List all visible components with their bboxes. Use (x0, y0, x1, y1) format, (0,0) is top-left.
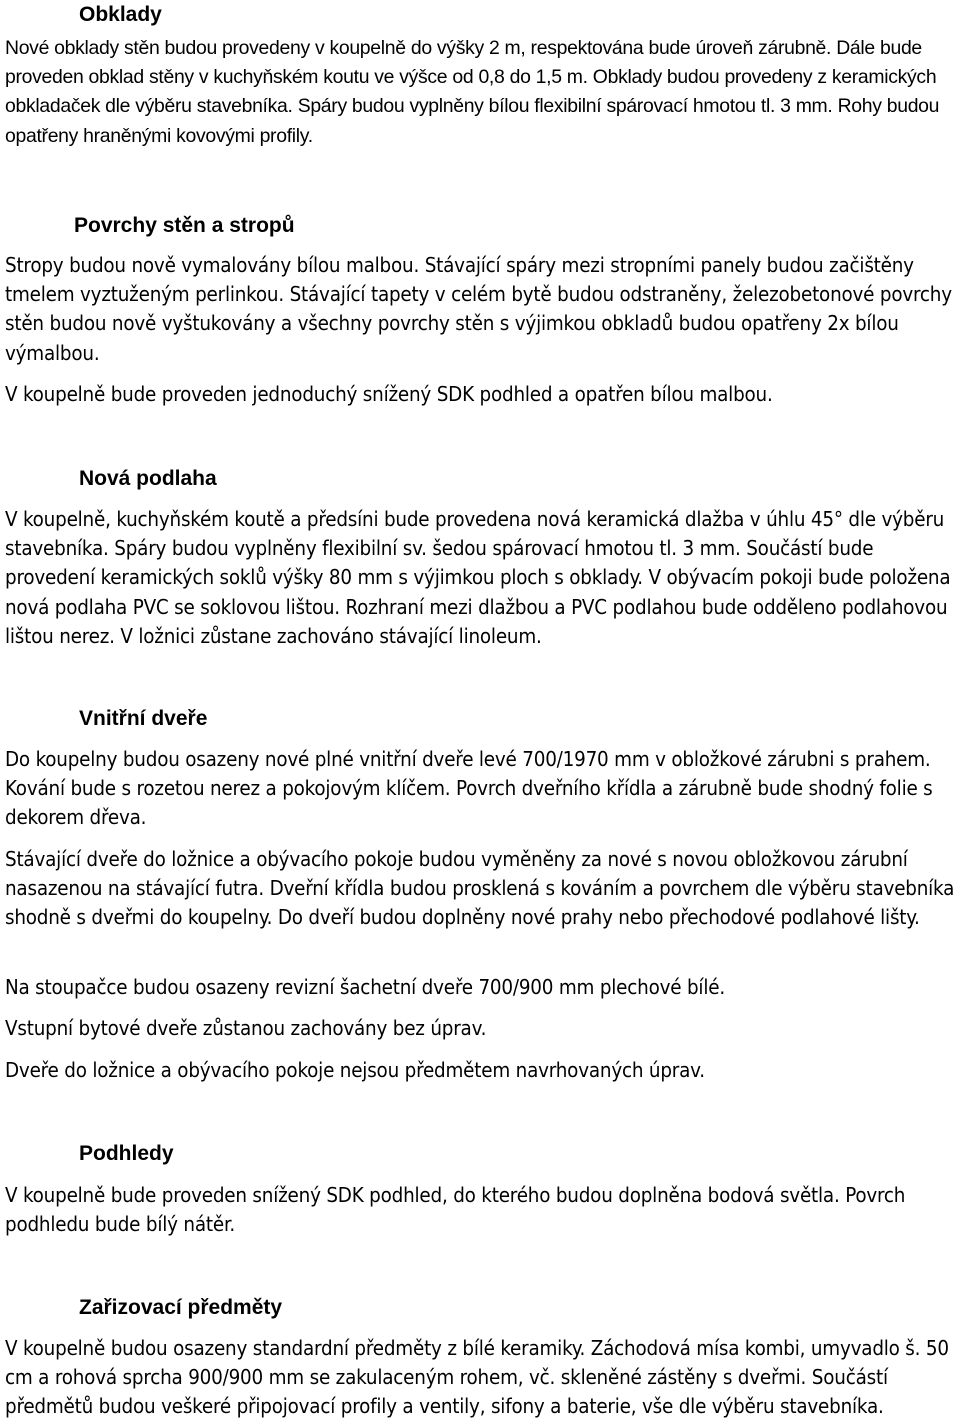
paragraph-dvere-5: Dveře do ložnice a obývacího pokoje nejsou předmětem navrhovaných úprav. (5, 1058, 705, 1082)
paragraph-podhledy: V koupelně bude proveden snížený SDK podhled, do kterého budou doplněna bodová světla. Povrch podhledu bude bílý nátěr. (5, 1183, 906, 1237)
paragraph-dvere-3: Na stoupačce budou osazeny revizní šachetní dveře 700/900 mm plechové bílé. (5, 975, 725, 999)
section-heading-obklady: Obklady (79, 3, 162, 26)
section-heading-vnitrni-dvere: Vnitřní dveře (79, 707, 208, 730)
paragraph-nova-podlaha: V koupelně, kuchyňském koutě a předsíni bude provedena nová keramická dlažba v úhlu 45° dle výběru stavebníka. Spáry budou vyplněny flexibilní sv. šedou spárovací hmotou tl. 3 mm. Součástí bude provedení keramických soklů výšky 80 mm s výjimkou ploch s obklady. V obývacím pokoji bude položena nová podlaha PVC se soklovou lištou. Rozhraní mezi dlažbou a PVC podlahou bude odděleno podlahovou lištou nerez. V ložnici zůstane zachováno stávající linoleum. (5, 507, 951, 648)
paragraph-dvere-1: Do koupelny budou osazeny nové plné vnitřní dveře levé 700/1970 mm v obložkové zárubni s prahem. Kování bude s rozetou nerez a pokojovým klíčem. Povrch dveřního křídla a zárubně bude shodný folie s dekorem dřeva. (5, 747, 933, 830)
paragraph-dvere-2: Stávající dveře do ložnice a obývacího pokoje budou vyměněny za nové s novou obložkovou zárubní nasazenou na stávající futra. Dveřní křídla budou prosklená s kováním a povrchem dle výběru stavebníka shodně s dveřmi do koupelny. Do dveří budou doplněny nové prahy nebo přechodové podlahové lišty. (5, 847, 955, 930)
paragraph-zarizovaci-predmety: V koupelně budou osazeny standardní předměty z bílé keramiky. Záchodová mísa kombi, umyvadlo š. 50 cm a rohová sprcha 900/900 mm se zakulaceným rohem, vč. skleněné zástěny s dveřmi. Součástí předmětů budou veškeré připojovací profily a ventily, sifony a baterie, vše dle výběru stavebníka. (5, 1336, 949, 1419)
section-heading-nova-podlaha: Nová podlaha (79, 467, 217, 490)
section-heading-podhledy: Podhledy (79, 1142, 174, 1165)
paragraph-dvere-4: Vstupní bytové dveře zůstanou zachovány bez úprav. (5, 1016, 487, 1040)
section-heading-povrchy: Povrchy stěn a stropů (74, 214, 295, 237)
paragraph-povrchy-2: V koupelně bude proveden jednoduchý snížený SDK podhled a opatřen bílou malbou. (5, 382, 773, 406)
paragraph-obklady: Nové obklady stěn budou provedeny v koupelně do výšky 2 m, respektována bude úroveň zárubně. Dále bude proveden obklad stěny v kuchyňském koutu ve výšce od 0,8 do 1,5 m. Obklady budou provedeny z keramických obkladaček dle výběru stavebníka. Spáry budou vyplněny bílou flexibilní spárovací hmotou tl. 3 mm. Rohy budou opatřeny hraněnými kovovými profily. (5, 37, 940, 147)
paragraph-povrchy-1: Stropy budou nově vymalovány bílou malbou. Stávající spáry mezi stropními panely budou začištěny tmelem vyztuženým perlinkou. Stávající tapety v celém bytě budou odstraněny, železobetonové povrchy stěn budou nově vyštukovány a všechny povrchy stěn s výjimkou obkladů budou opatřeny 2x bílou výmalbou. (5, 253, 952, 365)
section-heading-zarizovaci-predmety: Zařizovací předměty (79, 1296, 283, 1319)
